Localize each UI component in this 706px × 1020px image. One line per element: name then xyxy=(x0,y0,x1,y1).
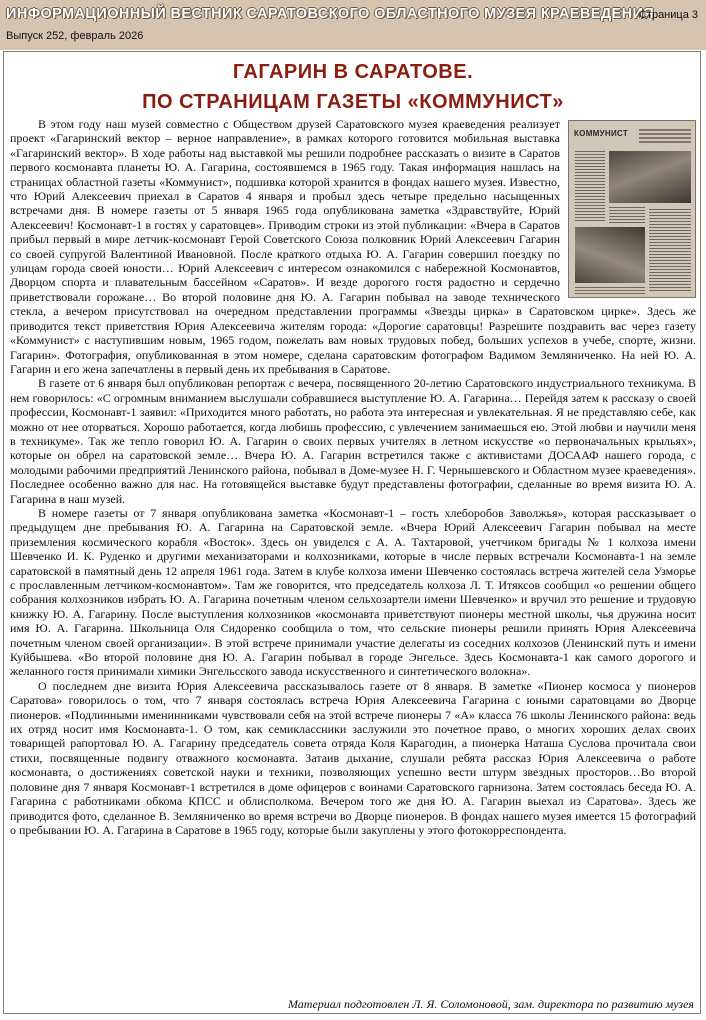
newspaper-text-column xyxy=(575,287,645,295)
article-title xyxy=(0,57,706,117)
article-title-line1: ГАГАРИН В САРАТОВЕ. xyxy=(232,61,474,83)
article-paragraph: В газете от 6 января был опубликован репортаж с вечера, посвященного 20-летию Саратовского индустриального техникума. В нем говорилось: «С огромным вниманием выслушали собравшиеся выступление Ю. А. Гагарина… Перейдя затем к рассказу о своей профессии, Космонавт-1 заявил: «Приходится много работать, но работа эта интересная и увлекательная. Я не представляю себе, как можно от нее оторваться. Хорошо работается, когда любишь профессию, с увлечением занимаешься ею. Этой любви и научили меня в техникуме». Так же тепло говорил Ю. А. Гагарин о своих первых учителях в летном искусстве «о первоначальных крыльях», которые он обрел на саратовской земле… Вчера Ю. А. Гагарин встретился также с активистами ДОСААФ нашего города, с молодыми рабочими предприятий Ленинского района, побывал в Доме-музее Н. Г. Чернышевского и Областном музее краеведения». Последнее особенно важно для нас. На готовящейся выставке будут представлены фотографии, сделанные во время визита Ю. А. Гагарина в наш музей. xyxy=(10,376,696,506)
newspaper-masthead: КОММУНИСТ xyxy=(574,129,629,138)
article-title-line2: ПО СТРАНИЦАМ ГАЗЕТЫ «КОММУНИСТ» xyxy=(142,91,564,113)
page-number: Страница 3 xyxy=(638,9,698,21)
article-paragraph: В этом году наш музей совместно с Обществом друзей Саратовского музея краеведения реализует проект «Гагаринский вектор – верное направление», в рамках которого готовится мобильная выставка «Гагаринский вектор». В ходе работы над выставкой мы решили подробнее рассказать о визите в Саратов первого космонавта планеты Ю. А. Гагарина, состоявшемся в 1965 году. Такая информация нашлась на страницах областной газеты «Коммунист», подшивка которой хранится в фондах нашего музея. Известно, что Юрий Алексеевич приехал в Саратов 4 января и пробыл здесь четыре предельно насыщенных встречами дня. В номере газеты от 5 января 1965 года опубликована заметка «Здравствуйте, Юрий Алексеевич! Космонавт-1 в гостях у саратовцев». Приводим строки из этой публикации: «Вчера в Саратов прибыл первый в мире летчик-космонавт Герой Советского Союза полковник Юрий Алексеевич Гагарин со своей супругой Валентиной Ивановной. После краткого отдыха Ю. А. Гагарин совершил поездку по улицам города своей юности… Юрий Алексеевич с интересом ознакомился с набережной Космонавтов, Дворцом спорта и плавательным бассейном «Саратов». И везде дорогого гостя радостно и сердечно приветствовали горожане… Во второй половине дня Ю. А. Гагарин побывал на заводе технического стекла, а вечером присутствовал на очередном представлении программы «Звезды цирка» в Саратовском цирке». Здесь же приводится текст приветствия Юрия Алексеевича жителям города: «Дорогие саратовцы! Разрешите поздравить вас через газету «Коммунист» с наступившим новым, 1965 годом, пожелать вам новых трудовых побед, больших успехов в учебе, спорте, жизни. Гагарин». Фотография, опубликованная в этом номере, сделана саратовским фотографом Вадимом Земляниченко. На ней Ю. А. Гагарин и его жена запечатлены в первый день их пребывания в Саратове. xyxy=(10,117,696,376)
article-paragraph: О последнем дне визита Юрия Алексеевича рассказывалось газете от 8 января. В заметке «Пионер космоса у пионеров Саратова» говорилось о том, что 7 января состоялась встреча Юрия Алексеевича Гагарина с юными саратовцами во Дворце пионеров. «Подлинными именинниками чувствовали себя на этой встрече пионеры 7 «А» класса 76 школы Ленинского района: ведь их отряд носит имя Космонавта-1. О том, как семиклассники заслужили это почетное право, о многих хороших делах своих товарищей рапортовал Ю. А. Гагарину председатель совета отряда Коля Карагодин, а пионерка Наташа Суслова прочитала свои стихи, посвященные подвигу отважного космонавта. Затаив дыхание, слушали ребята рассказ Юрия Алексеевича о работе космонавта, о достижениях советской науки и техники, позволяющих успешно вести штурм звездных просторов…Во второй половине дня 7 января Космонавт-1 встретился в доме офицеров с воинами Саратовского гарнизона. Затем состоялась беседа Ю. А. Гагарина с работниками обкома КПСС и облисполкома. Вечером того же дня Ю. А. Гагарин выехал из Саратова». Здесь же приводится фото, сделанное В. Земляниченко во время встречи во Дворце пионеров. В фондах нашего музея имеется 15 фотографий о пребывании Ю. А. Гагарина в Саратове в 1965 году, которые были закуплены у этого фотокорреспондента. xyxy=(10,678,696,837)
newspaper-text-column xyxy=(609,207,645,225)
newsletter-header xyxy=(0,0,706,50)
author-credit: Материал подготовлен Л. Я. Соломоновой, зам. директора по развитию музея xyxy=(287,997,694,1011)
newspaper-picture-bottom xyxy=(575,227,645,283)
newspaper-text-column xyxy=(575,151,605,223)
newspaper-photo xyxy=(568,120,696,298)
newspaper-text-column xyxy=(649,209,691,291)
article-paragraph: В номере газеты от 7 января опубликована заметка «Космонавт-1 – гость хлеборобов Заволжья», которая рассказывает о предыдущем дне пребывания Ю. А. Гагарина на Саратовской земле. «Вчера Юрий Алексеевич Гагарин побывал на месте приземления космического корабля «Восток». Здесь он увиделся с А. А. Тахтаровой, учетчиком бригады № 1 колхоза имени Шевченко И. К. Руденко и другими механизаторами и колхозниками, которые в числе первых встречали Космонавта-1 на земле саратовской в памятный день 12 апреля 1961 года. Затем в клубе колхоза имени Шевченко состоялась встреча жителей села Узморье с прославленным летчиком-космонавтом». Там же говорится, что председатель колхоза Л. Т. Итяксов сообщил «о решении общего собрания колхозников избрать Ю. А. Гагарина почетным членом сельхозартели имени Шевченко» и вручил это решение и трудовую книжку Ю. А. Гагарину. После выступления колхозников «космонавта приветствуют пионеры местной школы, чья дружина носит имя Ю. А. Гагарина. Школьница Оля Сидоренко сообщила о том, что сельские пионеры решили принять Юрия Алексеевича почетным членом своей организации». В этой встрече принимали участие делегаты из соседних колхозов (Ленинский путь и имени Куйбышева. «Во второй половине дня Ю. А. Гагарин побывал в городе Энгельсе. Здесь Космонавта-1 как самого дорогого и желанного гостя принимали химики Энгельсского завода искусственного и синтетического волокна». xyxy=(10,505,696,679)
newsletter-title: ИНФОРМАЦИОННЫЙ ВЕСТНИК САРАТОВСКОГО ОБЛАСТНОГО МУЗЕЯ КРАЕВЕДЕНИЯ xyxy=(6,6,655,22)
issue-number: Выпуск 252, февраль 2026 xyxy=(6,30,144,42)
article-body xyxy=(10,117,696,837)
newspaper-headline-block xyxy=(639,129,691,145)
newspaper-picture-top xyxy=(609,151,691,203)
